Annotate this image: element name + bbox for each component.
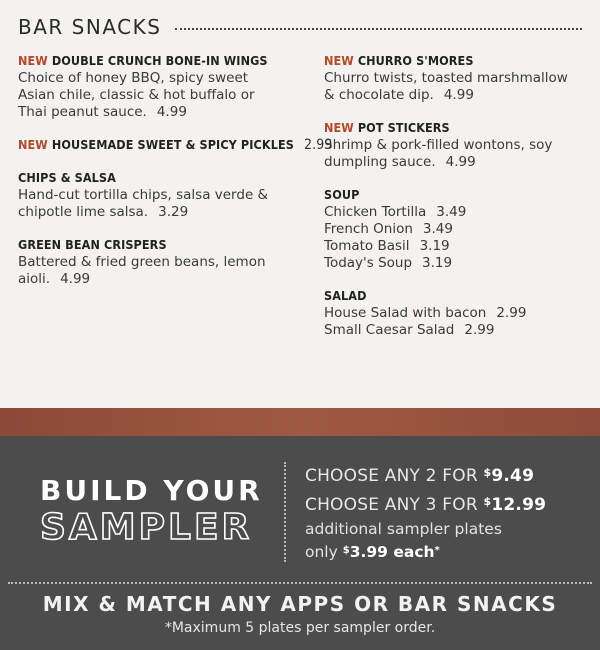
item-title (324, 186, 594, 204)
item-title (18, 236, 308, 254)
item-title (18, 169, 308, 187)
menu-item-churro-smores (324, 52, 594, 104)
desc-line: Battered & fried green beans, lemon (18, 254, 266, 270)
item-name: SOUP (324, 187, 360, 202)
item-name: HOUSEMADE SWEET & SPICY PICKLES (51, 137, 294, 152)
item-price: 3.19 (422, 255, 453, 271)
item-price: 4.99 (445, 154, 476, 170)
soup-line: Chicken Tortilla 3.49 (324, 204, 467, 220)
dotted-vertical-divider (284, 462, 286, 562)
item-name: SALAD (324, 288, 367, 303)
rust-divider-band (0, 408, 600, 436)
desc-line: dumpling sauce. 4.99 (324, 154, 476, 170)
sampler-offers (305, 460, 595, 563)
desc-line: Thai peanut sauce. 4.99 (18, 104, 187, 120)
section-title: BAR SNACKS (18, 15, 162, 39)
build-sampler-heading (40, 474, 270, 548)
build-your-text: BUILD YOUR (40, 474, 263, 507)
offer-any-3: CHOOSE ANY 3 FOR $12.99 (305, 495, 547, 515)
menu-item-soup (324, 186, 594, 272)
item-price: 4.99 (443, 87, 474, 103)
item-price: 3.29 (158, 204, 189, 220)
item-title (18, 52, 308, 70)
offer-any-2: CHOOSE ANY 2 FOR $9.49 (305, 466, 535, 486)
mix-match-heading: MIX & MATCH ANY APPS OR BAR SNACKS (42, 592, 558, 616)
left-column (18, 52, 333, 303)
salad-line: Small Caesar Salad 2.99 (324, 322, 495, 338)
desc-line: Shrimp & pork-filled wontons, soy (324, 137, 553, 153)
sampler-outline-text: SAMPLER (40, 507, 253, 548)
new-badge: NEW (18, 137, 48, 152)
item-name: DOUBLE CRUNCH BONE-IN WINGS (51, 53, 268, 68)
menu-item-chips-salsa (18, 169, 308, 221)
item-description (324, 70, 594, 104)
desc-line: Asian chile, classic & hot buffalo or (18, 87, 255, 103)
additional-plates-line: additional sampler plates (305, 520, 502, 538)
desc-line: aioli. 4.99 (18, 271, 91, 287)
item-price: 4.99 (60, 271, 91, 287)
salad-list (324, 305, 594, 339)
offer-price: $12.99 (483, 495, 547, 515)
menu-item-wings (18, 52, 308, 121)
new-badge: NEW (324, 53, 354, 68)
item-price: 3.49 (422, 221, 453, 237)
item-price: 3.49 (436, 204, 467, 220)
salad-line: House Salad with bacon 2.99 (324, 305, 527, 321)
item-description (324, 137, 594, 171)
dotted-horizontal-divider (8, 582, 592, 584)
menu-item-salad (324, 287, 594, 339)
item-price: 2.99 (464, 322, 495, 338)
desc-line: chipotle lime salsa. 3.29 (18, 204, 189, 220)
desc-line: & chocolate dip. 4.99 (324, 87, 474, 103)
dotted-leader (175, 28, 582, 30)
item-price: 2.99 (303, 137, 333, 153)
new-badge: NEW (324, 120, 354, 135)
desc-line: Hand-cut tortilla chips, salsa verde & (18, 187, 269, 203)
item-name: CHURRO S'MORES (357, 53, 474, 68)
item-description (18, 254, 308, 288)
item-description (18, 187, 308, 221)
additional-price: $3.99 each* (342, 543, 440, 561)
desc-line: Churro twists, toasted marshmallow (324, 70, 568, 86)
soup-list (324, 204, 594, 272)
section-header (18, 14, 582, 40)
item-name: CHIPS & SALSA (18, 170, 116, 185)
new-badge: NEW (18, 53, 48, 68)
item-price: 4.99 (156, 104, 187, 120)
menu-item-pickles (18, 136, 333, 154)
item-title (324, 287, 594, 305)
right-column (324, 52, 594, 354)
soup-line: French Onion 3.49 (324, 221, 453, 237)
additional-plates-price: only $3.99 each* (305, 543, 440, 561)
menu-item-green-bean-crispers (18, 236, 308, 288)
item-description (18, 70, 308, 121)
item-title (324, 52, 594, 70)
menu-item-pot-stickers (324, 119, 594, 171)
desc-line: Choice of honey BBQ, spicy sweet (18, 70, 249, 86)
offer-price: $9.49 (483, 466, 535, 486)
maximum-plates-note: *Maximum 5 plates per sampler order. (164, 620, 436, 636)
soup-line: Tomato Basil 3.19 (324, 238, 450, 254)
item-name: GREEN BEAN CRISPERS (18, 237, 167, 252)
item-title (324, 119, 594, 137)
item-title (18, 136, 333, 154)
item-name: POT STICKERS (357, 120, 450, 135)
soup-line: Today's Soup 3.19 (324, 255, 453, 271)
item-price: 3.19 (419, 238, 450, 254)
item-price: 2.99 (496, 305, 527, 321)
